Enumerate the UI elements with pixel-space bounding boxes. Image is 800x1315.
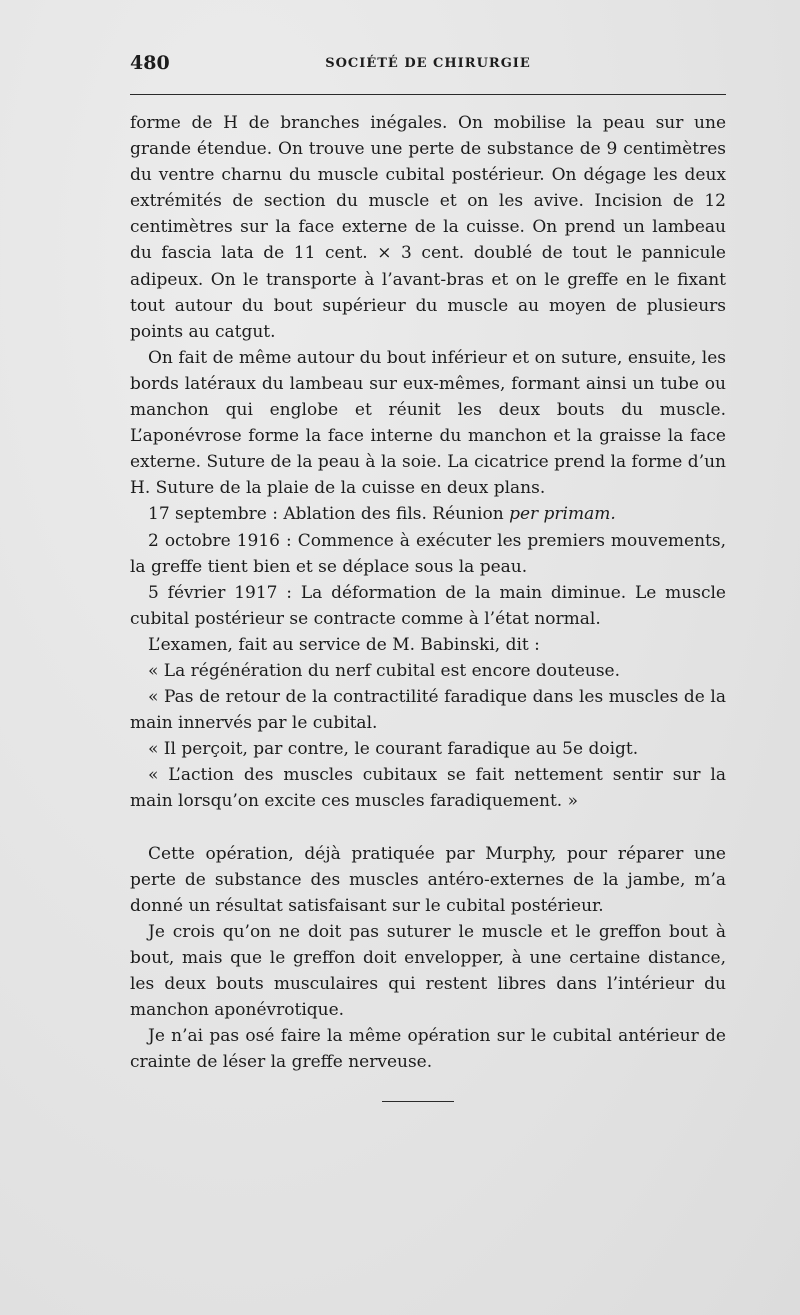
paragraph-3 — [130, 501, 726, 527]
paragraph-1: forme de H de branches inégales. On mobilise la peau sur une grande étendue. On trouve une perte de substance de 9 centimètres du ventre charnu du muscle cubital postérieur. On dégage les deux extrémités de section du muscle et on les avive. Incision de 12 centimètres sur la face externe de la cuisse. On prend un lambeau du fascia lata de 11 cent. × 3 cent. doublé de tout le pannicule adipeux. On le transporte à l’avant-bras et on le greffe en le fixant tout autour du bout supérieur du muscle au moyen de plusieurs points au catgut. — [130, 113, 726, 342]
paragraph-7: Cette opération, déjà pratiquée par Murphy, pour réparer une perte de substance des muscles antéro-externes de la jambe, m’a donné un résultat satisfaisant sur le cubital postérieur. — [130, 843, 726, 916]
quote-3: « Il perçoit, par contre, le courant faradique au 5e doigt. — [148, 739, 639, 760]
body-text — [130, 110, 726, 1075]
paragraph-2: On fait de même autour du bout inférieur et on suture, ensuite, les bords latéraux du lambeau sur eux-mêmes, formant ainsi un tube ou manchon qui englobe et réunit les deux bouts du muscle. L’aponévrose forme la face interne du manchon et la graisse la face externe. Suture de la peau à la soie. La cicatrice prend la forme d’un H. Suture de la plaie de la cuisse en deux plans. — [130, 347, 726, 499]
end-rule — [382, 1101, 454, 1102]
header-rule — [130, 94, 726, 95]
page-header — [130, 52, 726, 82]
paragraph-3-text: 17 septembre : Ablation des fils. Réunion — [148, 504, 504, 525]
paragraph-5: 5 février 1917 : La déformation de la main diminue. Le muscle cubital postérieur se contracte comme à l’état normal. — [130, 582, 726, 629]
quote-2: « Pas de retour de la contractilité faradique dans les muscles de la main innervés par le cubital. — [130, 687, 726, 734]
paragraph-8: Je crois qu’on ne doit pas suturer le muscle et le greffon bout à bout, mais que le greffon doit envelopper, à une certaine distance, les deux bouts musculaires qui restent libres dans l’intérieur du manchon aponévrotique. — [130, 921, 726, 1021]
quote-1: « La régénération du nerf cubital est encore douteuse. — [148, 660, 621, 681]
per-primam-italic: per primam. — [509, 504, 616, 525]
paragraph-6: L’examen, fait au service de M. Babinski, dit : — [148, 634, 540, 655]
quote-4: « L’action des muscles cubitaux se fait nettement sentir sur la main lorsqu’on excite ces muscles faradiquement. » — [130, 765, 726, 812]
page-number: 480 — [130, 52, 170, 74]
paragraph-9: Je n’ai pas osé faire la même opération sur le cubital antérieur de crainte de léser la greffe nerveuse. — [130, 1026, 726, 1073]
paragraph-4: 2 octobre 1916 : Commence à exécuter les premiers mouvements, la greffe tient bien et se déplace sous la peau. — [130, 530, 726, 577]
running-title: SOCIÉTÉ DE CHIRURGIE — [325, 56, 531, 71]
